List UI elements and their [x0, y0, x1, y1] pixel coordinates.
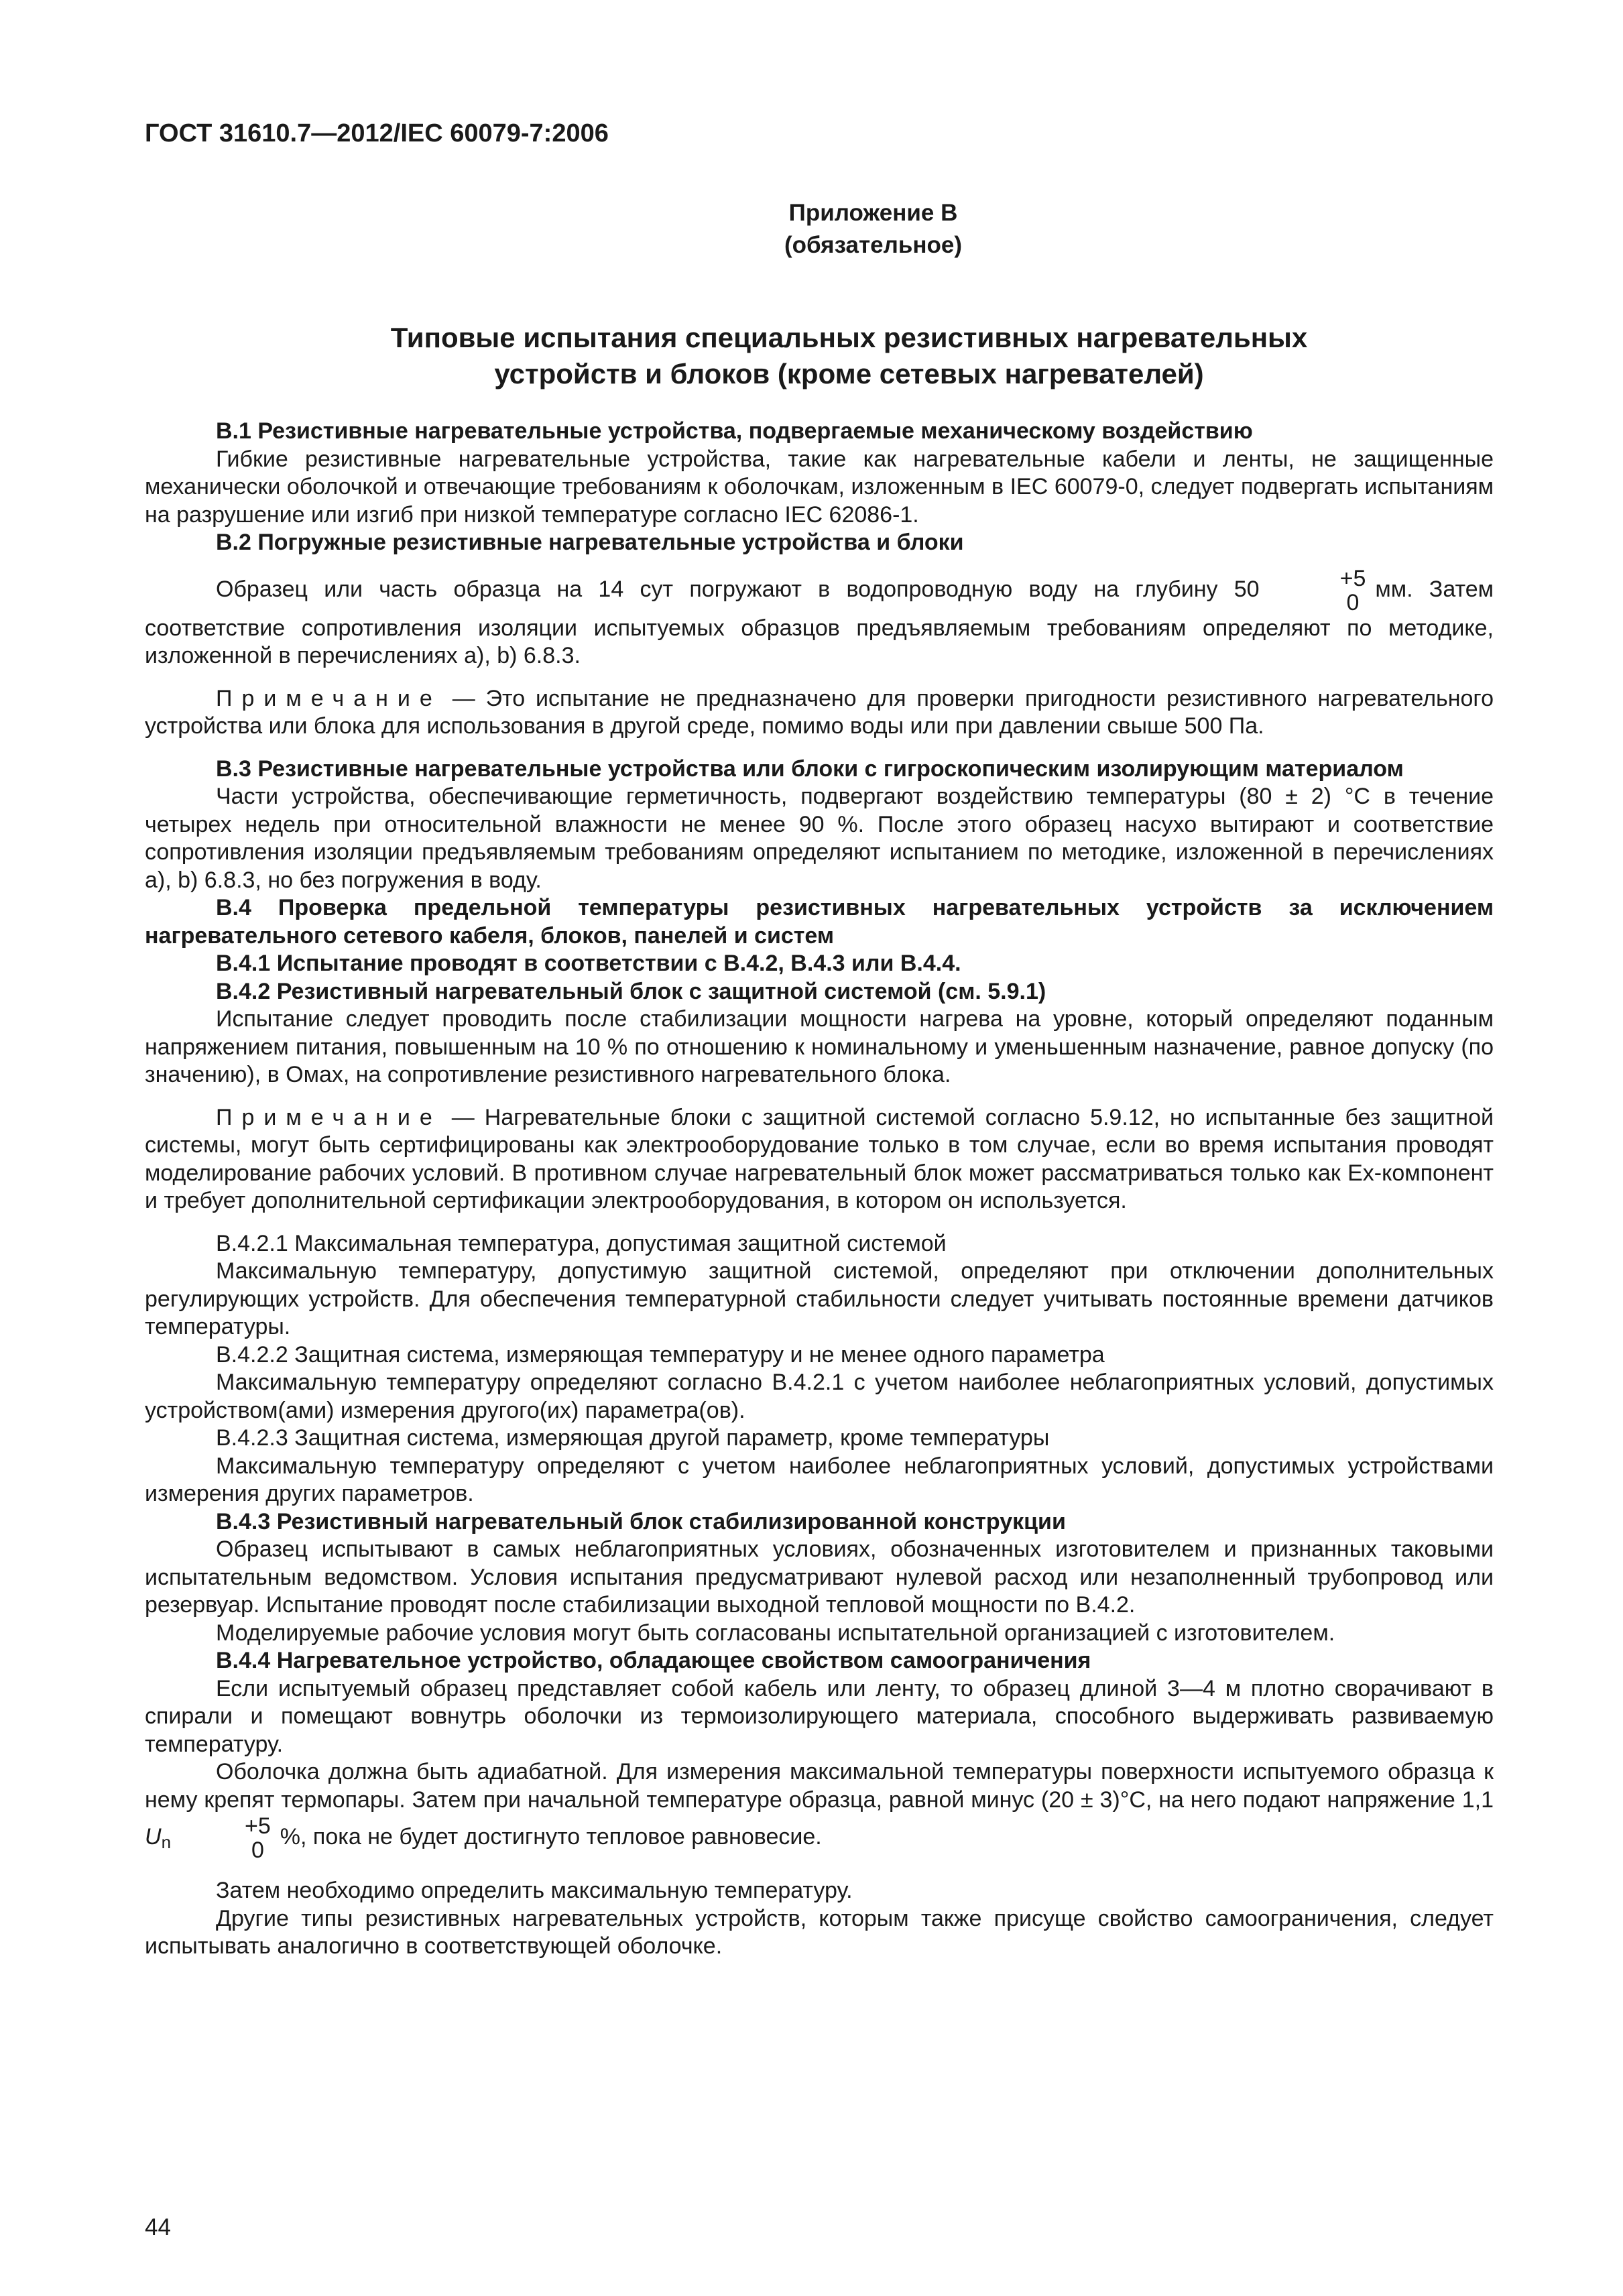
appendix-status: (обязательное)	[784, 232, 962, 258]
section-text-b43-1: Образец испытывают в самых неблагоприятных условиях, обозначенных изготовителем и признанных таковыми испытательным ведомством. Условия испытания предусматривают нулевой расход или незаполненный трубопровод или резервуар. Испытание проводят после стабилизации выходной тепловой мощности по В.4.2.	[145, 1536, 1494, 1618]
standard-header: ГОСТ 31610.7—2012/IEC 60079-7:2006	[145, 119, 609, 147]
section-text-b44-1: Если испытуемый образец представляет собой кабель или ленту, то образец длиной 3—4 м плотно сворачивают в спирали и помещают вовнутрь оболочки из термоизолирующего материала, способного выдерживать развиваемую температуру.	[145, 1675, 1494, 1757]
section-heading-b422: В.4.2.2 Защитная система, измеряющая температуру и не менее одного параметра	[216, 1341, 1105, 1368]
section-text-b421: Максимальную температуру, допустимую защитной системой, определяют при отключении дополнительных регулирующих устройств. Для обеспечения температурной стабильности следует учитывать постоянные времени датчиков температуры.	[145, 1258, 1494, 1339]
voltage-subscript: n	[161, 1831, 172, 1852]
note-text: — Нагревательные блоки с защитной системой согласно 5.9.12, но испытанные без защитной системы, могут быть сертифицированы как электрооборудование только в том случае, если во время испытания проводят моделирование рабочих условий. В противном случае нагревательный блок может рассматриваться только как Ex-компонент и требует дополнительной сертификации электрооборудования, в котором он используется.	[145, 1104, 1494, 1213]
section-text-b44-2	[145, 1758, 1494, 1862]
section-text-b423: Максимальную температуру определяют с учетом наиболее неблагоприятных условий, допустимых устройствами измерения других параметров.	[145, 1453, 1494, 1506]
note-b2	[145, 685, 1494, 741]
section-text-b44-3: Затем необходимо определить максимальную температуру.	[216, 1878, 853, 1903]
b2-text-post: мм. Затем соответствие сопротивления изоляции испытуемых образцов предъявляемым требованиям определяют по методике, изложенной в перечислениях a), b) 6.8.3.	[145, 576, 1494, 668]
tolerance-upper: +5	[1339, 565, 1366, 591]
section-text-b3: Части устройства, обеспечивающие герметичность, подвергают воздействию температуры (80 ± 2) °С в течение четырех недель при относительной влажности не менее 90 %. После этого образец насухо вытирают и соответствие сопротивления изоляции предъявляемым требованиям определяют испытанием по методике, изложенной в перечислениях a), b) 6.8.3, но без погружения в воду.	[145, 784, 1494, 893]
voltage-symbol: U	[145, 1823, 162, 1850]
appendix-title-line-1: Типовые испытания специальных резистивных нагревательных	[390, 322, 1308, 353]
section-heading-b3: В.3 Резистивные нагревательные устройства или блоки с гигроскопическим изолирующим материалом	[216, 756, 1404, 782]
section-heading-b2: В.2 Погружные резистивные нагревательные устройства и блоки	[216, 530, 964, 555]
note-label: Примечание	[216, 685, 442, 711]
section-heading-b42: В.4.2 Резистивный нагревательный блок с защитной системой (см. 5.9.1)	[216, 978, 1046, 1004]
section-heading-b4: В.4 Проверка предельной температуры резистивных нагревательных устройств за исключением нагревательного сетевого кабеля, блоков, панелей и систем	[145, 895, 1494, 949]
note-b42	[145, 1104, 1494, 1215]
tolerance-lower: 0	[251, 1837, 264, 1863]
b2-text-pre: Образец или часть образца на 14 сут погружают в водопроводную воду на глубину 50	[216, 576, 1260, 602]
section-text-b44-4: Другие типы резистивных нагревательных устройств, которым также присуще свойство самоограничения, следует испытывать аналогично в соответствующей оболочке.	[145, 1905, 1494, 1959]
note-text: — Это испытание не предназначено для проверки пригодности резистивного нагревательного устройства или блока для использования в другой среде, помимо воды или при давлении свыше 500 Па.	[145, 685, 1494, 739]
b44-text-post: %, пока не будет достигнуто тепловое равновесие.	[280, 1823, 822, 1850]
section-heading-b421: В.4.2.1 Максимальная температура, допустимая защитной системой	[216, 1230, 947, 1256]
tolerance-b44	[174, 1814, 271, 1862]
section-heading-b44: В.4.4 Нагревательное устройство, обладающее свойством самоограничения	[216, 1648, 1091, 1673]
tolerance-lower: 0	[1346, 589, 1360, 615]
note-label: Примечание	[216, 1104, 442, 1130]
section-text-b43-2: Моделируемые рабочие условия могут быть согласованы испытательной организацией с изготовителем.	[216, 1620, 1335, 1646]
appendix-title-line-2: устройств и блоков (кроме сетевых нагревателей)	[494, 358, 1204, 389]
section-heading-b43: В.4.3 Резистивный нагревательный блок стабилизированной конструкции	[216, 1508, 1066, 1534]
b44-text-pre: Оболочка должна быть адиабатной. Для измерения максимальной температуры поверхности испытуемого образца к нему крепят термопары. Затем при начальной температуре образца, равной минус (20 ± 3)°С, на него подают напряжение 1,1	[145, 1759, 1494, 1813]
appendix-label: Приложение В	[788, 200, 958, 226]
page-number: 44	[145, 2214, 171, 2240]
document-body	[145, 418, 1494, 1961]
tolerance-b2	[1269, 566, 1366, 615]
section-heading-b423: В.4.2.3 Защитная система, измеряющая другой параметр, кроме температуры	[216, 1425, 1050, 1451]
section-text-b2	[145, 566, 1494, 670]
section-heading-b1: В.1 Резистивные нагревательные устройства, подвергаемые механическому воздействию	[216, 418, 1253, 444]
section-text-b422: Максимальную температуру определяют согласно В.4.2.1 с учетом наиболее неблагоприятных условий, допустимых устройством(ами) измерения другого(их) параметра(ов).	[145, 1370, 1494, 1423]
section-heading-b41: В.4.1 Испытание проводят в соответствии с В.4.2, В.4.3 или В.4.4.	[216, 951, 961, 976]
section-text-b42: Испытание следует проводить после стабилизации мощности нагрева на уровне, который определяют поданным напряжением питания, повышенным на 10 % по отношению к номинальному и уменьшенным назначение, равное допуску (по значению), в Омах, на сопротивление резистивного нагревательного блока.	[145, 1006, 1494, 1087]
tolerance-upper: +5	[245, 1813, 271, 1839]
section-text-b1: Гибкие резистивные нагревательные устройства, такие как нагревательные кабели и ленты, не защищенные механически оболочкой и отвечающие требованиям к оболочкам, изложенным в IEC 60079-0, следует подвергать испытаниям на разрушение или изгиб при низкой температуре согласно IEC 62086-1.	[145, 446, 1494, 528]
